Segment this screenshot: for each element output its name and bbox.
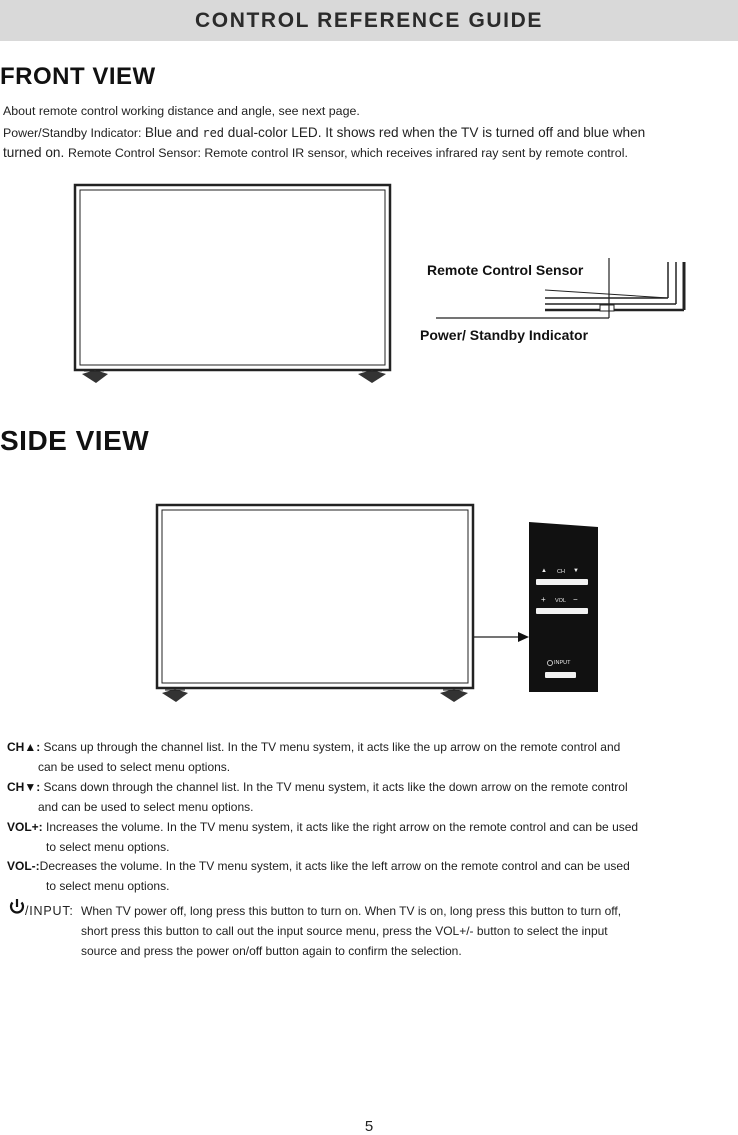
led-behavior-text: It shows red when the TV is turned off and blue when xyxy=(325,125,646,140)
remote-sensor-callout: Remote Control Sensor xyxy=(427,262,584,278)
vol-up-key: VOL+: xyxy=(7,820,43,834)
vol-up-text-2: to select menu options. xyxy=(46,840,170,854)
ch-down-text-1: Scans down through the channel list. In the TV menu system, it acts like the down arrow on the remote control xyxy=(40,780,628,794)
ch-down-text-2: and can be used to select menu options. xyxy=(38,800,254,814)
front-line-1: About remote control working distance and angle, see next page. xyxy=(3,104,360,118)
vol-minus: − xyxy=(573,595,578,604)
vol-down-key: VOL-: xyxy=(7,859,40,873)
ch-up-key: CH▲: xyxy=(7,740,41,754)
input-text-3: source and press the power on/off button again to confirm the selection. xyxy=(81,944,462,958)
vol-down-text-1: Decreases the volume. In the TV menu system, it acts like the left arrow on the remote control and can be used xyxy=(39,859,630,873)
guide-title: CONTROL REFERENCE GUIDE xyxy=(0,0,738,41)
red-word: red xyxy=(202,126,225,140)
ch-down-arrow: ▼ xyxy=(573,568,579,574)
led-type-text: dual-color LED. xyxy=(224,125,326,140)
vol-up-text-1: Increases the volume. In the TV menu system, it acts like the right arrow on the remote control and can be used xyxy=(42,820,639,834)
front-view-heading: FRONT VIEW xyxy=(0,63,156,90)
input-key: /INPUT: xyxy=(25,904,74,918)
page-number: 5 xyxy=(364,1118,374,1135)
input-description xyxy=(81,901,621,961)
power-indicator-callout: Power/ Standby Indicator xyxy=(420,327,589,343)
sensor-description: Remote Control Sensor: Remote control IR sensor, which receives infrared ray sent by remote control. xyxy=(68,146,628,160)
vol-down-text-2: to select menu options. xyxy=(46,879,170,893)
input-text-1: When TV power off, long press this button to turn on. When TV is on, long press this button to turn off, xyxy=(81,904,622,918)
turned-on-text: turned on. xyxy=(3,145,68,160)
vol-label: VOL xyxy=(555,598,567,604)
ch-up-text-2: can be used to select menu options. xyxy=(38,760,231,774)
vol-plus: + xyxy=(541,595,546,604)
ch-up-text-1: Scans up through the channel list. In the TV menu system, it acts like the up arrow on the remote control and xyxy=(40,740,621,754)
input-text-2: short press this button to call out the input source menu, press the VOL+/- button to select the input xyxy=(81,924,608,938)
ch-label: CH xyxy=(557,569,565,575)
ch-down-key: CH▼: xyxy=(7,780,41,794)
indicator-term: Power/Standby Indicator: xyxy=(3,126,145,140)
side-view-heading: SIDE VIEW xyxy=(0,425,150,456)
ch-up-arrow: ▲ xyxy=(541,568,547,574)
input-label: INPUT xyxy=(554,660,571,666)
led-colors-text: Blue and xyxy=(144,125,203,140)
